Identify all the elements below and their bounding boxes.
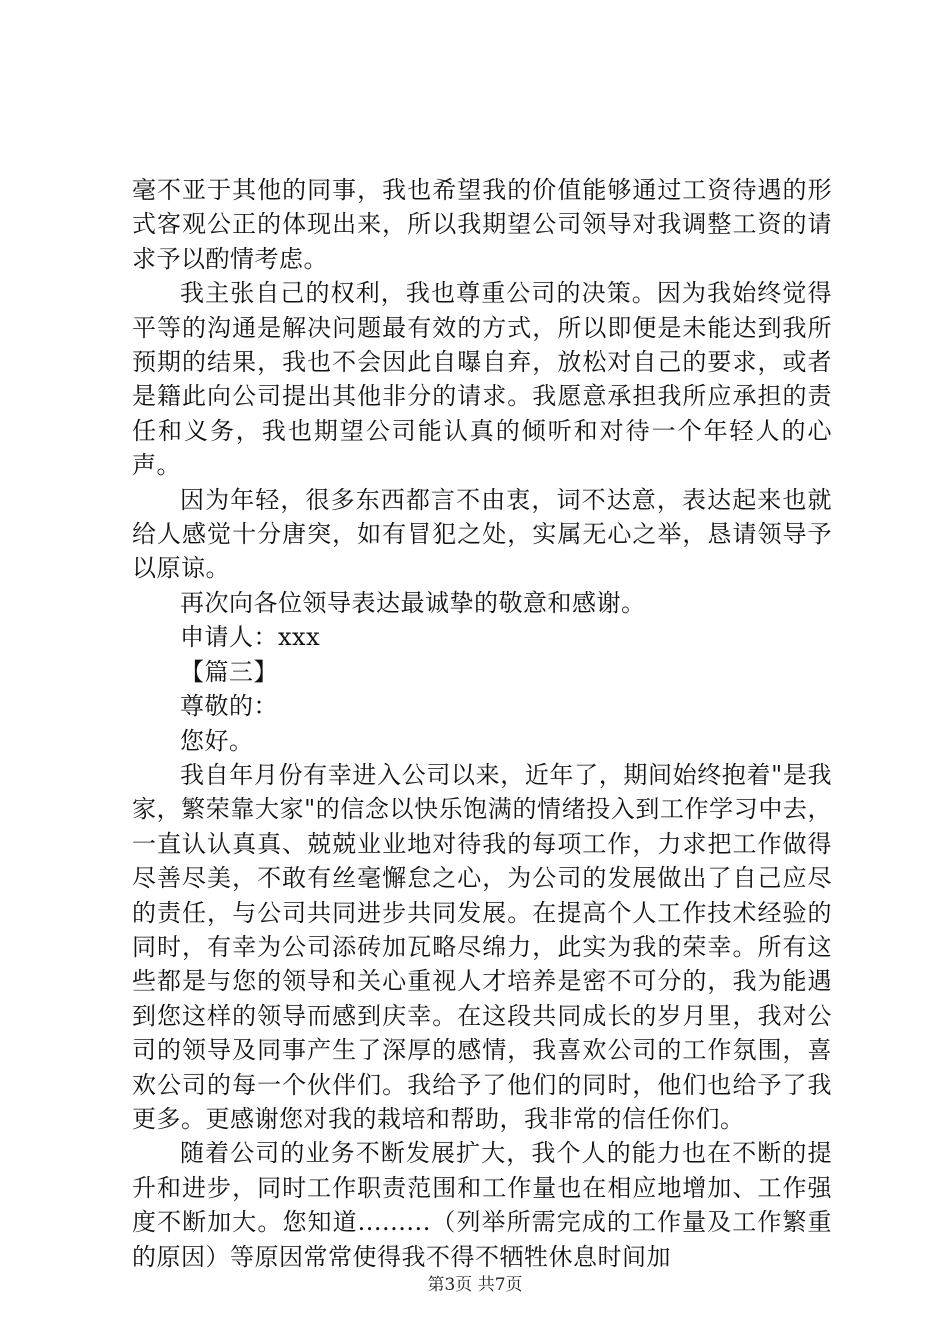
greeting: 您好。 (180, 726, 254, 755)
paragraph-5: 我自年月份有幸进入公司以来，近年了，期间始终抱着"是我家，繁荣靠大家"的信念以快乐饱满的情绪投入到工作学习中去，一直认认真真、兢兢业业地对待我的每项工作，力求把工作做得尽善尽美，不敢有丝毫懈怠之心，为公司的发展做出了自己应尽的责任，与公司共同进步共同发展。在提高个人工作技术经验的同时，有幸为公司添砖加瓦略尽绵力，此实为我的荣幸。所有这些都是与您的领导和关心重视人才培养是密不可分的，我为能遇到您这样的领导而感到庆幸。在这段共同成长的岁月里，我对公司的领导及同事产生了深厚的感情，我喜欢公司的工作氛围，喜欢公司的每一个伙伴们。我给予了他们的同时，他们也给予了我更多。更感谢您对我的栽培和帮助，我非常的信任你们。 (132, 760, 832, 1133)
section-heading: 【篇三】 (180, 657, 278, 686)
signature-line: 申请人：xxx (180, 623, 321, 652)
paragraph-3: 因为年轻，很多东西都言不由衷，词不达意，表达起来也就给人感觉十分唐突，如有冒犯之处，实属无心之举，恳请领导予以原谅。 (132, 485, 832, 583)
paragraph-6: 随着公司的业务不断发展扩大，我个人的能力也在不断的提升和进步，同时工作职责范围和工作量也在相应地增加、工作强度不断加大。您知道.........（列举所需完成的工作量及工作繁重的原因）等原因常常使得我不得不牺牲休息时间加 (132, 1139, 832, 1271)
salutation: 尊敬的： (180, 692, 278, 721)
paragraph-1: 毫不亚于其他的同事，我也希望我的价值能够通过工资待遇的形式客观公正的体现出来，所以我期望公司领导对我调整工资的请求予以酌情考虑。 (132, 176, 832, 273)
paragraph-2: 我主张自己的权利，我也尊重公司的决策。因为我始终觉得平等的沟通是解决问题最有效的方式，所以即便是未能达到我所预期的结果，我也不会因此自曝自弃，放松对自己的要求，或者是籍此向公司提出其他非分的请求。我愿意承担我所应承担的责任和义务，我也期望公司能认真的倾听和对待一个年轻人的心声。 (132, 279, 832, 480)
paragraph-4: 再次向各位领导表达最诚挚的敬意和感谢。 (180, 588, 646, 617)
page-footer: 第3页 共7页 (427, 1275, 523, 1295)
document-body (132, 173, 832, 1274)
